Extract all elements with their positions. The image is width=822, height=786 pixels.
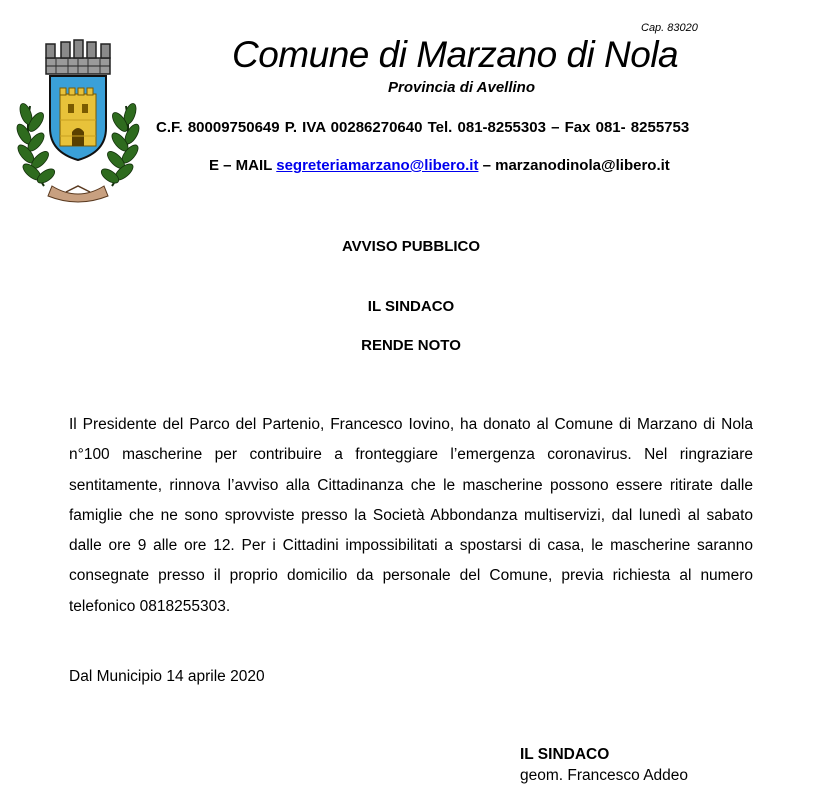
email-label: E – MAIL: [209, 157, 277, 174]
province-subtitle: Provincia di Avellino: [388, 79, 535, 96]
postal-code: Cap. 83020: [641, 22, 698, 34]
contact-codes-line: C.F. 80009750649 P. IVA 00286270640 Tel. 081-8255303 – Fax 081- 8255753: [156, 119, 690, 136]
notice-body: Il Presidente del Parco del Partenio, Francesco Iovino, ha donato al Comune di Marzano di Nola n°100 mascherine per contribuire a fronteggiare l’emergenza coronavirus. Nel ringraziare sentitamente, rinnova l’avviso alla Cittadinanza che le mascherine possono essere ritirate dalle famiglie che ne sono sprovviste presso la Società Abbondanza multiservizi, dal lunedì al sabato dalle ore 9 alle ore 12. Per i Cittadini impossibilitati a spostarsi di casa, le mascherine saranno consegnate presso il proprio domicilio da personale del Comune, previa richiesta al numero telefonico 0818255303.: [69, 416, 753, 615]
municipality-title: Comune di Marzano di Nola: [232, 34, 679, 75]
notice-authority: IL SINDACO: [367, 298, 455, 315]
signature-role: IL SINDACO: [520, 746, 610, 763]
signature-name: geom. Francesco Addeo: [520, 767, 689, 784]
municipal-coat-of-arms-icon: [16, 36, 140, 204]
date-line: Dal Municipio 14 aprile 2020: [69, 668, 265, 685]
email-primary-link[interactable]: segreteriamarzano@libero.it: [276, 157, 479, 174]
email-secondary: – marzanodinola@libero.it: [478, 157, 670, 174]
notice-heading: AVVISO PUBBLICO: [341, 238, 481, 255]
notice-declaration: RENDE NOTO: [361, 337, 461, 354]
email-line: [209, 157, 670, 174]
